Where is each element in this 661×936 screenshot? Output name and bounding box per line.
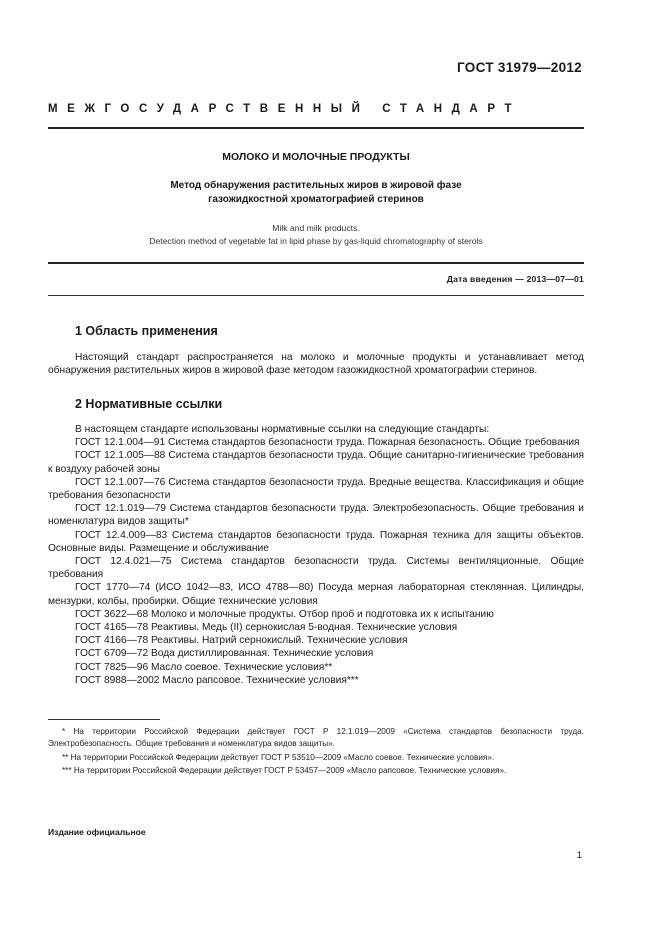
reference-item: ГОСТ 4165—78 Реактивы. Медь (II) сернокислая 5-водная. Технические условия (75, 622, 458, 634)
reference-item: ГОСТ 3622—68 Молоко и молочные продукты. Отбор проб и подготовка их к испытанию (75, 608, 494, 620)
footnote-item: *** На территории Российской Федерации действует ГОСТ Р 53457—2009 «Масло рапсовое. Технические условия». (62, 765, 507, 775)
english-title (48, 222, 584, 247)
reference-item: ГОСТ 1770—74 (ИСО 1042—83, ИСО 4788—80) Посуда мерная лабораторная стеклянная. Цилиндры, мензурки, колбы, пробирки. Общие технические условия (48, 582, 584, 607)
scope-paragraph: Настоящий стандарт распространяется на молоко и молочные продукты и устанавливает метод обнаружения растительных жиров в жировой фазе методом газожидкостной хроматографии стеринов. (48, 352, 584, 377)
title-rule (48, 262, 584, 264)
section-scope-text (48, 351, 584, 377)
document-title: МОЛОКО И МОЛОЧНЫЕ ПРОДУКТЫ (222, 151, 410, 163)
date-rule (48, 295, 584, 296)
reference-item: ГОСТ 8988—2002 Масло рапсовое. Технические условия*** (75, 674, 359, 686)
page-number: 1 (576, 850, 582, 861)
references-intro: В настоящем стандарте использованы нормативные ссылки на следующие стандарты: (75, 424, 490, 435)
reference-item: ГОСТ 12.4.021—75 Система стандартов безопасности труда. Системы вентиляционные. Общие требования (48, 556, 584, 581)
introduction-date: Дата введения — 2013—07—01 (446, 274, 584, 284)
reference-item: ГОСТ 4166—78 Реактивы. Натрий сернокислый. Технические условия (75, 635, 408, 647)
reference-item: ГОСТ 12.1.007—76 Система стандартов безопасности труда. Вредные вещества. Классификация и общие требования безопасности (48, 476, 584, 502)
subtitle-line-2: газожидкостной хроматографией стеринов (208, 194, 424, 205)
section-heading-references: 2 Нормативные ссылки (75, 397, 223, 411)
reference-item: ГОСТ 12.1.019—79 Система стандартов безопасности труда. Электробезопасность. Общие требования и номенклатура видов защиты* (48, 503, 584, 528)
standard-banner: МЕЖГОСУДАРСТВЕННЫЙ СТАНДАРТ (48, 103, 522, 115)
reference-item: ГОСТ 6709—72 Вода дистиллированная. Технические условия (75, 648, 374, 660)
english-title-line-1: Milk and milk products. (272, 223, 360, 233)
reference-item: ГОСТ 7825—96 Масло соевое. Технические условия** (75, 661, 333, 673)
reference-item: ГОСТ 12.1.004—91 Система стандартов безопасности труда. Пожарная безопасность. Общие требования (75, 437, 580, 449)
edition-note: Издание официальное (48, 827, 146, 837)
top-rule (48, 127, 584, 129)
footnotes (48, 726, 584, 778)
references-list (48, 423, 584, 687)
footnote-item: * На территории Российской Федерации действует ГОСТ Р 12.1.019—2009 «Система стандартов безопасности труда. Электробезопасность. Общие требования и номенклатура видов защиты». (48, 727, 584, 749)
footnote-separator (48, 719, 160, 720)
reference-item: ГОСТ 12.1.005—88 Система стандартов безопасности труда. Общие санитарно-гигиенические требования к воздуху рабочей зоны (48, 450, 584, 475)
document-number: ГОСТ 31979—2012 (457, 60, 582, 75)
footnote-item: ** На территории Российской Федерации действует ГОСТ Р 53510—2009 «Масло соевое. Технические условия». (62, 752, 495, 762)
english-title-line-2: Detection method of vegetable fat in lipid phase by gas-liquid chromatography of sterols (149, 235, 483, 246)
reference-item: ГОСТ 12.4.009—83 Система стандартов безопасности труда. Пожарная техника для защиты объектов. Основные виды. Размещение и обслуживание (48, 529, 584, 554)
section-heading-scope: 1 Область применения (75, 324, 218, 338)
subtitle-line-1: Метод обнаружения растительных жиров в жировой фазе (170, 180, 462, 191)
document-subtitle (48, 179, 584, 207)
